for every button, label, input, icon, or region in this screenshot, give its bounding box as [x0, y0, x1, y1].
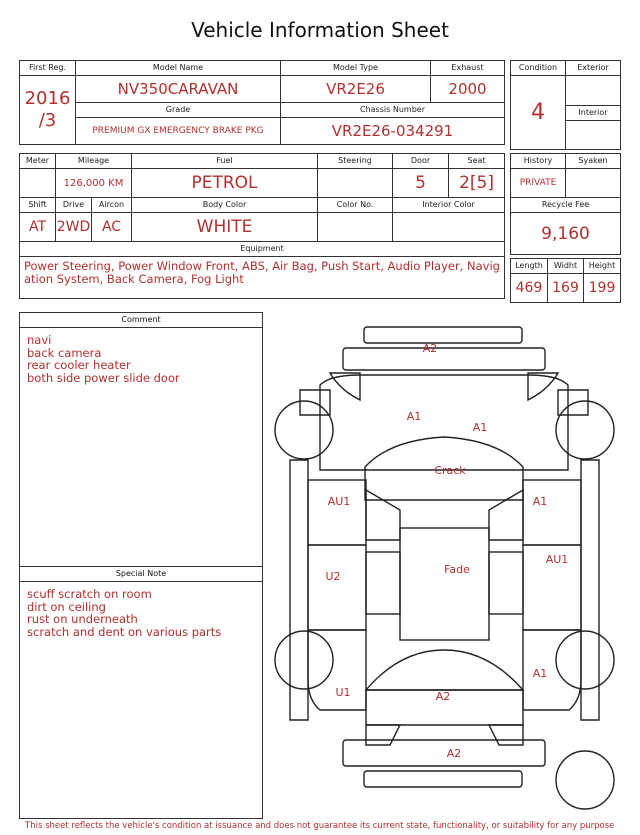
condition-value: 4	[511, 76, 566, 150]
vehicle-damage-diagram	[270, 320, 630, 815]
mark-rear-bumper: A2	[446, 747, 462, 760]
color-no-value	[318, 213, 393, 242]
special-note-line: scuff scratch on room	[27, 587, 152, 601]
meter-label: Meter	[20, 154, 56, 169]
rear-window-part	[366, 650, 523, 690]
special-note-line: dirt on ceiling	[27, 599, 106, 614]
seat-value: 2[5]	[449, 169, 505, 198]
grade-label: Grade	[76, 103, 281, 118]
right-rear-quarter	[523, 630, 581, 710]
special-note-line: scratch and dent on various parts	[27, 624, 222, 639]
shift-value: AT	[20, 213, 56, 242]
recycle-fee-value: 9,160	[511, 213, 621, 255]
right-front-window	[489, 490, 523, 540]
exterior-value	[566, 76, 621, 106]
rear-bumper-part	[343, 740, 545, 766]
model-type-label: Model Type	[281, 61, 431, 76]
comment-line: navi	[27, 333, 52, 347]
mark-left-rear: U1	[335, 686, 351, 699]
condition-label: Condition	[511, 61, 566, 76]
mark-right-front-door: A1	[532, 495, 548, 508]
condition-table	[510, 60, 621, 150]
front-grille-part	[343, 348, 545, 370]
interior-label: Interior	[566, 106, 621, 121]
mark-front-bumper: A2	[422, 342, 438, 355]
interior-value	[566, 121, 621, 150]
special-note-line: rust on underneath	[27, 612, 138, 626]
history-label: History	[511, 154, 566, 169]
width-value: 169	[548, 274, 584, 303]
specs-table	[19, 153, 505, 299]
mark-windshield: Crack	[434, 464, 466, 477]
rear-right-wheel	[556, 631, 614, 689]
left-slide-window	[366, 552, 400, 614]
chassis-number-value: VR2E26-034291	[281, 118, 505, 145]
exterior-label: Exterior	[566, 61, 621, 76]
steering-value	[318, 169, 393, 198]
chassis-number-label: Chassis Number	[281, 103, 505, 118]
front-left-wheel	[275, 401, 333, 459]
equipment-label: Equipment	[20, 242, 505, 257]
recycle-fee-label: Recycle Fee	[511, 198, 621, 213]
front-bumper-part	[364, 327, 522, 343]
model-type-value: VR2E26	[281, 76, 431, 103]
rear-lamp-left	[366, 725, 400, 745]
height-value: 199	[584, 274, 621, 303]
model-name-value: NV350CARAVAN	[76, 76, 281, 103]
left-front-door-part	[308, 480, 366, 545]
height-label: Height	[584, 259, 621, 274]
width-label: Widht	[548, 259, 584, 274]
body-color-value: WHITE	[132, 213, 318, 242]
hood-part	[320, 375, 568, 470]
first-reg-year: 2016	[24, 88, 71, 109]
syaken-label: Syaken	[566, 154, 621, 169]
aircon-value: AC	[92, 213, 132, 242]
aircon-label: Aircon	[92, 198, 132, 213]
mileage-label: Mileage	[56, 154, 132, 169]
meter-value	[20, 169, 56, 198]
left-body-side	[290, 460, 308, 720]
spare-wheel	[556, 751, 614, 809]
shift-label: Shift	[20, 198, 56, 213]
body-color-label: Body Color	[132, 198, 318, 213]
history-value: PRIVATE	[511, 169, 566, 198]
exhaust-value: 2000	[431, 76, 505, 103]
roof-part	[400, 528, 489, 640]
first-reg-month: /3	[38, 110, 57, 131]
vehicle-info-table	[19, 60, 505, 145]
color-no-label: Color No.	[318, 198, 393, 213]
mark-right-slide-door: AU1	[545, 553, 569, 566]
seat-label: Seat	[449, 154, 505, 169]
first-reg-value	[20, 76, 76, 145]
drive-label: Drive	[56, 198, 92, 213]
comment-line: rear cooler heater	[27, 358, 131, 372]
rear-step-part	[364, 771, 522, 787]
syaken-value	[566, 169, 621, 198]
model-name-label: Model Name	[76, 61, 281, 76]
special-note-list	[20, 582, 262, 638]
rear-lamp-right	[489, 725, 523, 745]
equipment-value: Power Steering, Power Window Front, ABS, Air Bag, Push Start, Audio Player, Navigation System, Back Camera, Fog Light	[20, 257, 505, 299]
disclaimer-footer: This sheet reflects the vehicle's condition at issuance and does not guarantee its current state, functionality, or suitability for any purpose	[25, 821, 615, 831]
fuel-value: PETROL	[132, 169, 318, 198]
left-slide-door-part	[308, 545, 366, 630]
interior-color-value	[393, 213, 505, 242]
length-label: Length	[511, 259, 548, 274]
mark-hood-left: A1	[406, 410, 422, 423]
dimensions-table	[510, 258, 621, 303]
page-title: Vehicle Information Sheet	[191, 18, 449, 42]
mark-roof: Fade	[444, 563, 470, 576]
door-label: Door	[393, 154, 449, 169]
mileage-value: 126,000 KM	[56, 169, 132, 198]
history-table	[510, 153, 621, 255]
exhaust-label: Exhaust	[431, 61, 505, 76]
comment-line: both side power slide door	[27, 370, 180, 385]
special-note-box	[19, 566, 263, 819]
comment-box	[19, 312, 263, 567]
right-front-door-part	[523, 480, 581, 545]
rear-left-wheel	[275, 631, 333, 689]
interior-color-label: Interior Color	[393, 198, 505, 213]
mark-left-slide-door: U2	[325, 570, 341, 583]
fuel-label: Fuel	[132, 154, 318, 169]
mark-hood-right: A1	[472, 421, 488, 434]
length-value: 469	[511, 274, 548, 303]
special-note-heading: Special Note	[20, 567, 262, 582]
door-value: 5	[393, 169, 449, 198]
right-slide-window	[489, 552, 523, 614]
grade-value: PREMIUM GX EMERGENCY BRAKE PKG	[76, 118, 281, 145]
steering-label: Steering	[318, 154, 393, 169]
right-body-side	[581, 460, 599, 720]
comment-list	[20, 328, 262, 384]
drive-value: 2WD	[56, 213, 92, 242]
first-reg-label: First Reg.	[20, 61, 76, 76]
mark-right-rear: A1	[532, 667, 548, 680]
left-front-window	[366, 490, 400, 540]
front-right-wheel	[556, 401, 614, 459]
comment-line: back camera	[27, 345, 102, 360]
mark-back-door: A2	[435, 690, 451, 703]
mark-left-front-door: AU1	[327, 495, 351, 508]
comment-heading: Comment	[20, 313, 262, 328]
